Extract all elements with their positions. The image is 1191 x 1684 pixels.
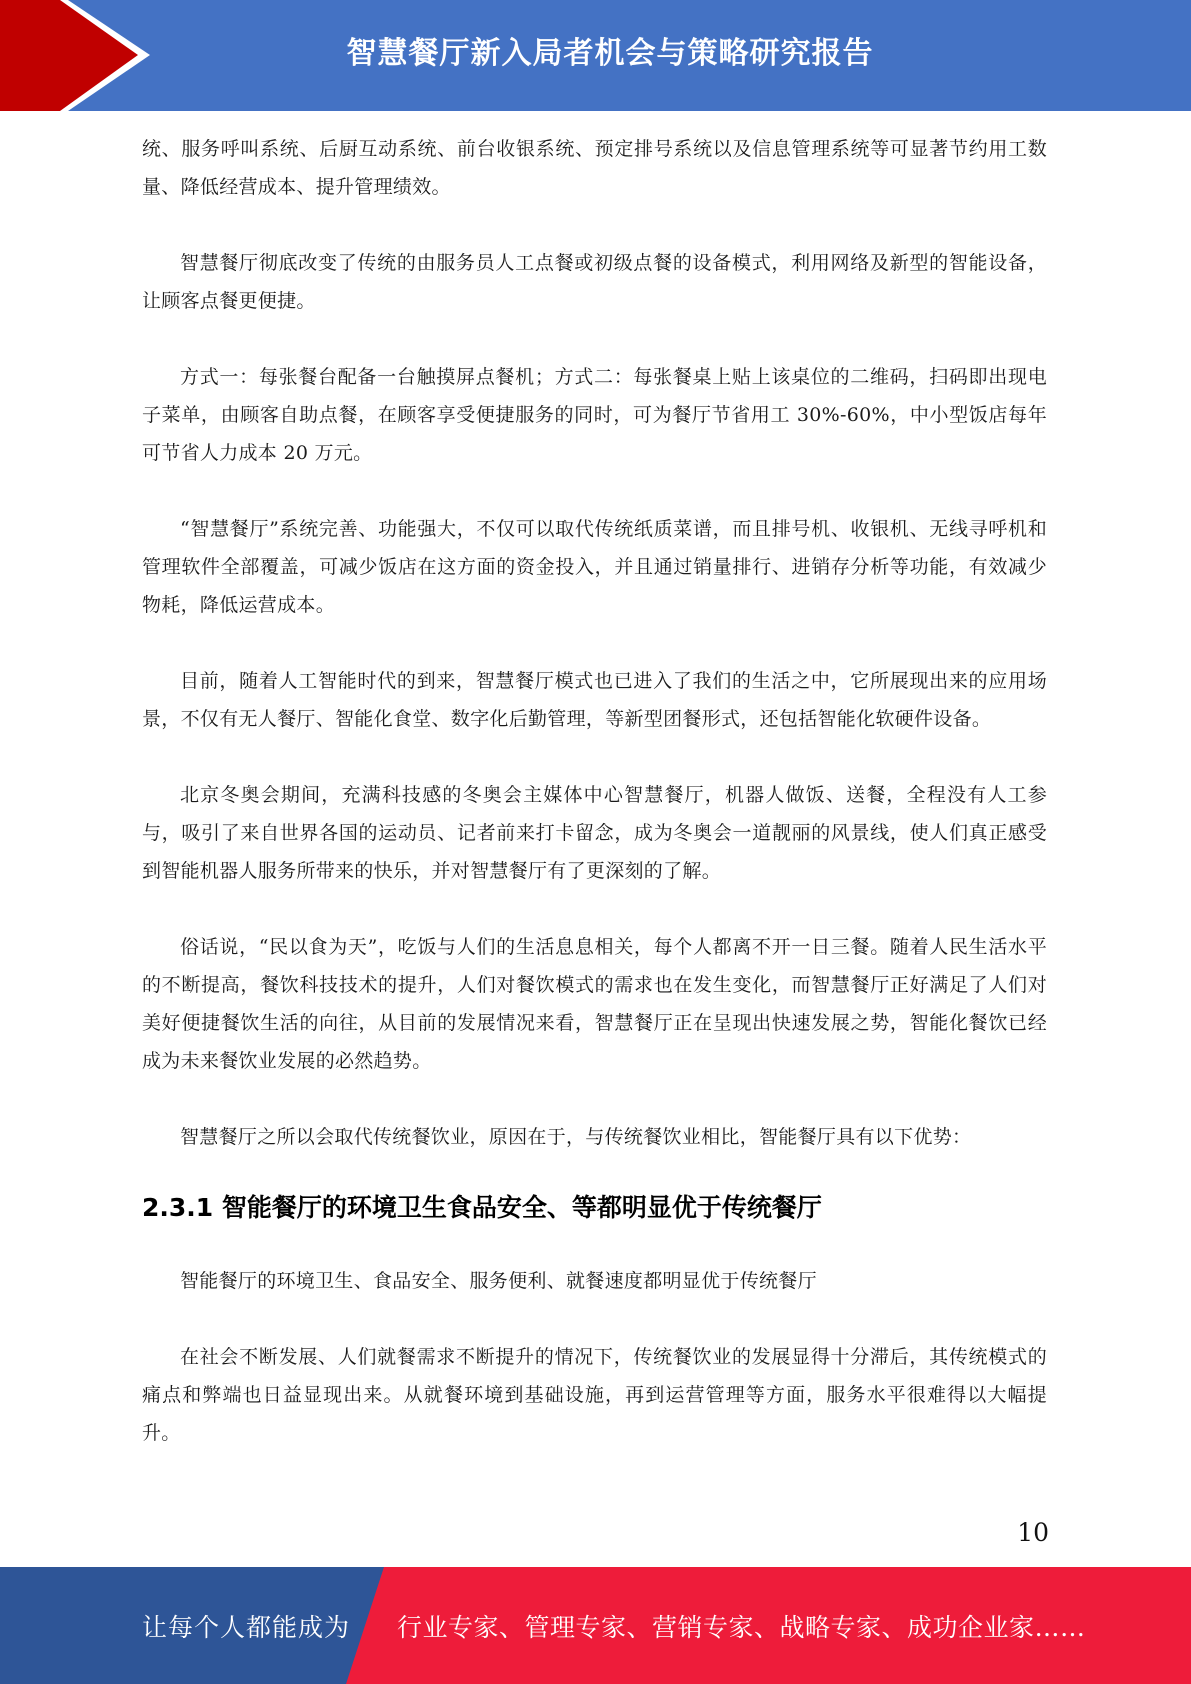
report-title: 智慧餐厅新入局者机会与策略研究报告: [346, 36, 874, 71]
paragraph: 智慧餐厅彻底改变了传统的由服务员人工点餐或初级点餐的设备模式，利用网络及新型的智能设备，让顾客点餐更便捷。: [142, 252, 1047, 312]
paragraph: 智慧餐厅之所以会取代传统餐饮业，原因在于，与传统餐饮业相比，智能餐厅具有以下优势：: [180, 1126, 972, 1148]
page-number: 10: [1017, 1518, 1049, 1547]
paragraph: 北京冬奥会期间，充满科技感的冬奥会主媒体中心智慧餐厅，机器人做饭、送餐，全程没有人工参与，吸引了来自世界各国的运动员、记者前来打卡留念，成为冬奥会一道靓丽的风景线，使人们真正感受到智能机器人服务所带来的快乐，并对智慧餐厅有了更深刻的了解。: [142, 784, 1047, 882]
paragraph: 在社会不断发展、人们就餐需求不断提升的情况下，传统餐饮业的发展显得十分滞后，其传统模式的痛点和弊端也日益显现出来。从就餐环境到基础设施，再到运营管理等方面，服务水平很难得以大幅提升。: [142, 1346, 1047, 1444]
paragraph: “智慧餐厅”系统完善、功能强大，不仅可以取代传统纸质菜谱，而且排号机、收银机、无线寻呼机和管理软件全部覆盖，可减少饭店在这方面的资金投入，并且通过销量排行、进销存分析等功能，有效减少物耗，降低运营成本。: [142, 518, 1047, 616]
footer-slogan-left: 让每个人都能成为: [142, 1612, 351, 1642]
paragraph: 目前，随着人工智能时代的到来，智慧餐厅模式也已进入了我们的生活之中，它所展现出来的应用场景，不仅有无人餐厅、智能化食堂、数字化后勤管理，等新型团餐形式，还包括智能化软硬件设备。: [142, 670, 1047, 730]
paragraph: 智能餐厅的环境卫生、食品安全、服务便利、就餐速度都明显优于传统餐厅: [180, 1270, 817, 1292]
paragraph: 俗话说，“民以食为天”，吃饭与人们的生活息息相关，每个人都离不开一日三餐。随着人民生活水平的不断提高，餐饮科技技术的提升，人们对餐饮模式的需求也在发生变化，而智慧餐厅正好满足了人们对美好便捷餐饮生活的向往，从目前的发展情况来看，智慧餐厅正在呈现出快速发展之势，智能化餐饮已经成为未来餐饮业发展的必然趋势。: [142, 936, 1047, 1072]
document-body: [142, 130, 1047, 1452]
section-heading: 2.3.1 智能餐厅的环境卫生食品安全、等都明显优于传统餐厅: [142, 1193, 822, 1222]
paragraph: 统、服务呼叫系统、后厨互动系统、前台收银系统、预定排号系统以及信息管理系统等可显著节约用工数量、降低经营成本、提升管理绩效。: [142, 138, 1047, 198]
footer-slogan-right: 行业专家、管理专家、营销专家、战略专家、成功企业家……: [397, 1612, 1086, 1642]
paragraph: 方式一：每张餐台配备一台触摸屏点餐机；方式二：每张餐桌上贴上该桌位的二维码，扫码即出现电子菜单，由顾客自助点餐，在顾客享受便捷服务的同时，可为餐厅节省用工 30%-60%，中小型饭店每年可节省人力成本 20 万元。: [142, 366, 1047, 464]
page-footer: [0, 1567, 1191, 1684]
page-header: [0, 0, 1191, 111]
